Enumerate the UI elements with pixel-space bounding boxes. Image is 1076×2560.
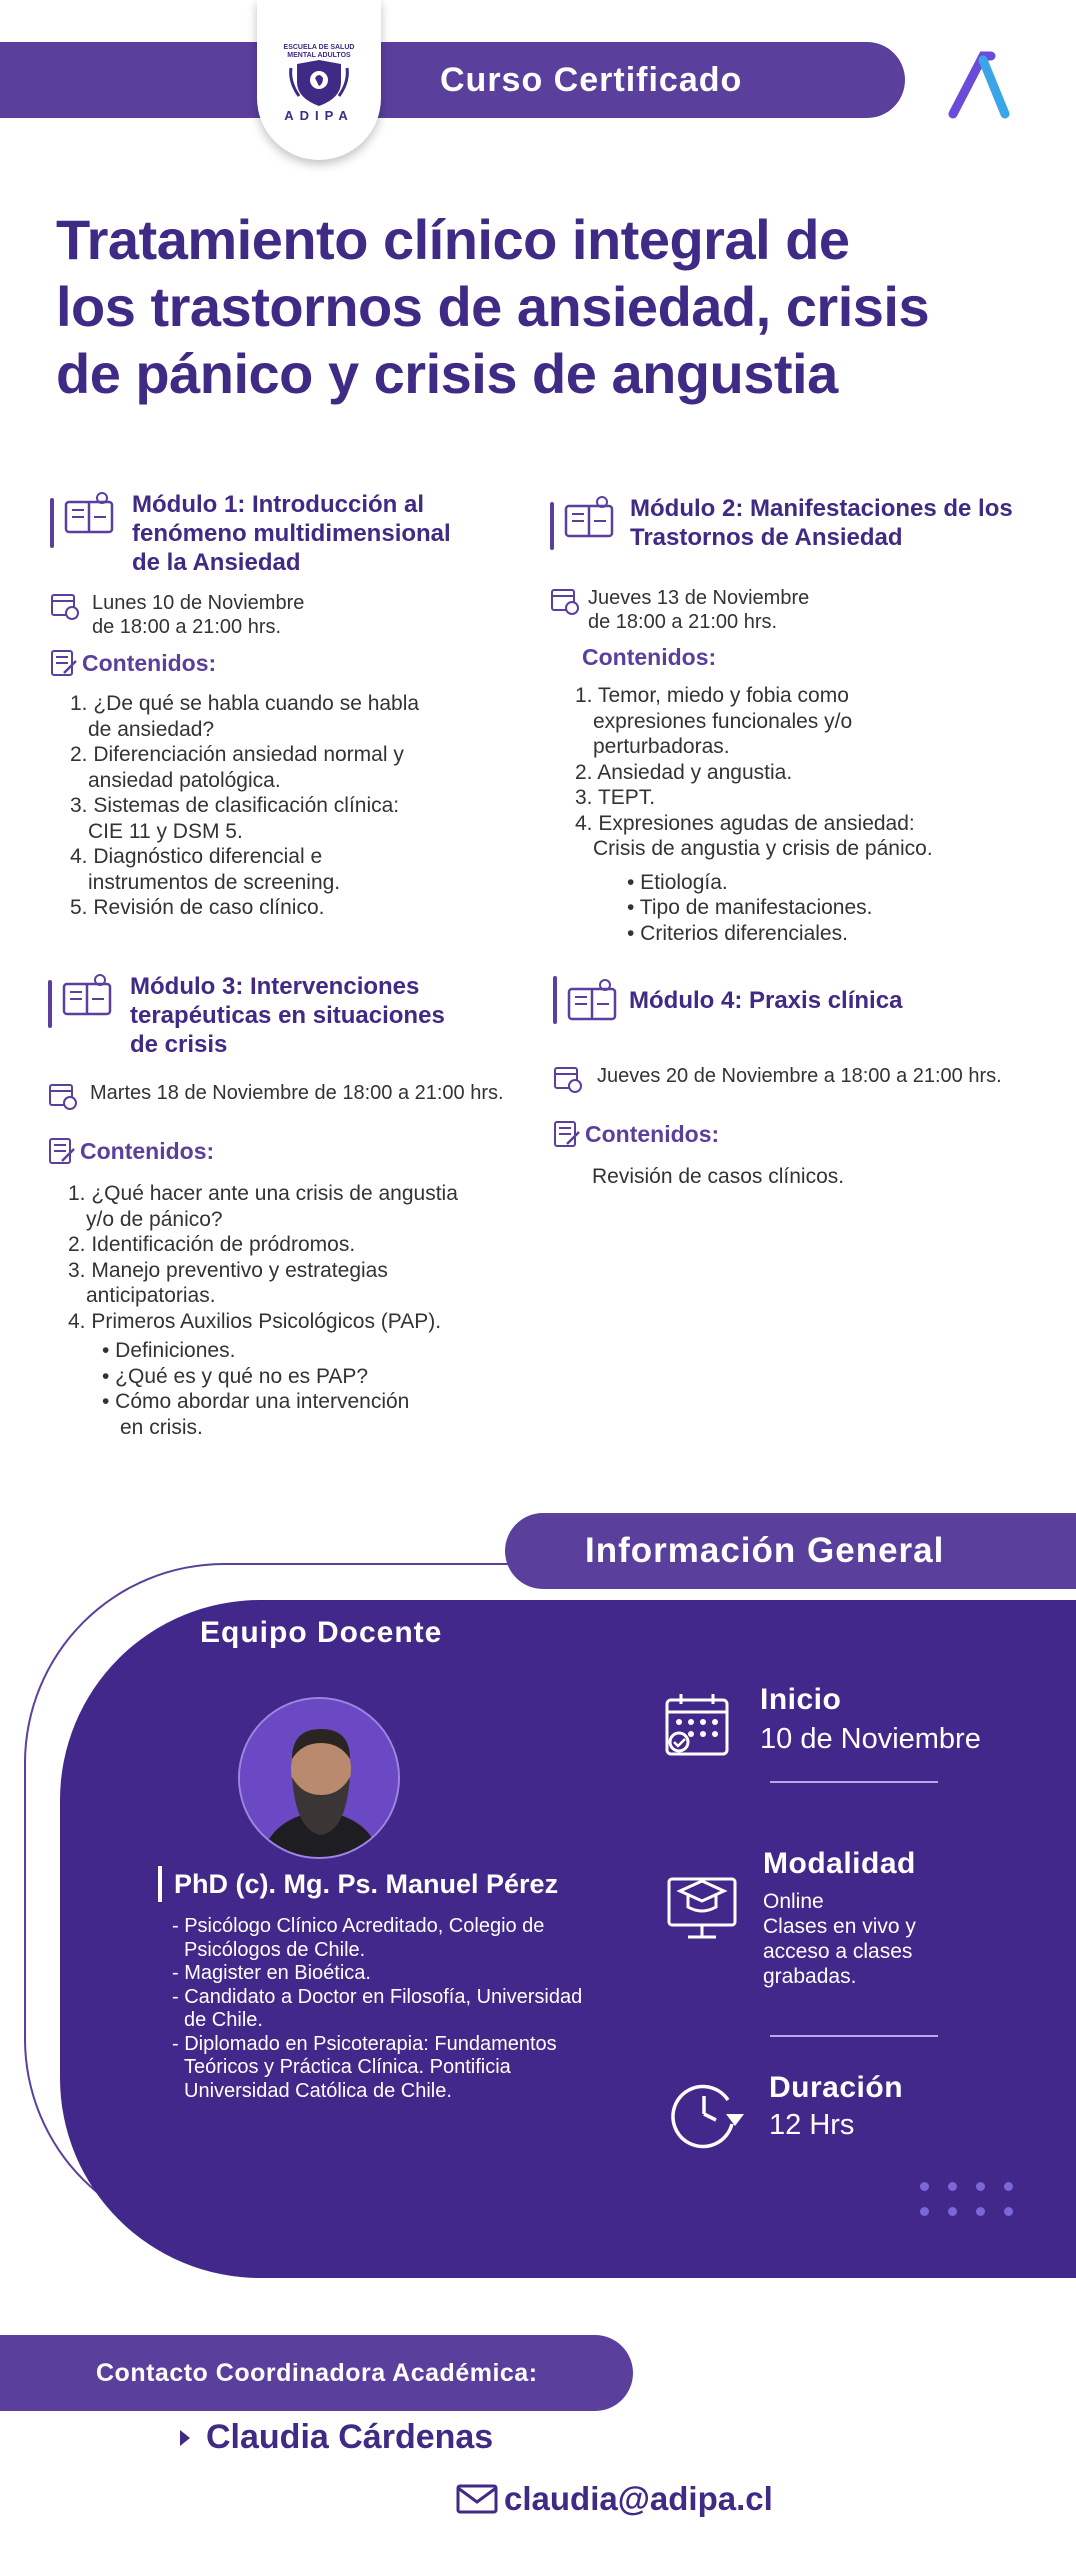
contents-list: 1. Temor, miedo y fobia como expresiones funcionales y/o perturbadoras. 2. Ansiedad y angustia. 3. TEPT. 4. Expresiones agudas de ansiedad: Crisis de angustia y crisis de pánico. • Etiología. • Tipo de manifestaciones. • Criterios diferenciales. bbox=[575, 684, 933, 945]
divider bbox=[770, 2035, 938, 2037]
team-heading: Equipo Docente bbox=[200, 1616, 443, 1649]
module-3 bbox=[48, 972, 548, 1440]
shield-icon bbox=[289, 60, 349, 106]
module-title: Módulo 3: Intervenciones terapéuticas en situaciones de crisis bbox=[130, 973, 445, 1058]
module-title: Módulo 2: Manifestaciones de los Trastornos de Ansiedad bbox=[630, 495, 1013, 551]
caret-right-icon bbox=[178, 2428, 192, 2448]
page-title: Tratamiento clínico integral de los trastornos de ansiedad, crisis de pánico y crisis de angustia bbox=[56, 208, 930, 405]
contents-heading: Contenidos: bbox=[48, 1137, 548, 1165]
brand-a-icon bbox=[945, 50, 1015, 120]
module-title: Módulo 1: Introducción al fenómeno multidimensional de la Ansiedad bbox=[132, 491, 451, 576]
info-general-tab: Información General bbox=[505, 1513, 1076, 1589]
contents-list: Revisión de casos clínicos. bbox=[592, 1165, 845, 1188]
decorative-dots bbox=[920, 2182, 1014, 2216]
clock-icon bbox=[670, 2080, 746, 2150]
calendar-clock-icon bbox=[50, 591, 80, 621]
modality-info: Modalidad Online Clases en vivo y acceso a clases grabadas. bbox=[763, 1847, 916, 1988]
notes-icon bbox=[553, 1120, 581, 1148]
logo-school-text: ESCUELA DE SALUD MENTAL ADULTOS bbox=[283, 44, 355, 59]
divider bbox=[770, 1781, 938, 1783]
teacher-bio: - Psicólogo Clínico Acreditado, Colegio de Psicólogos de Chile. - Magister en Bioética. - Candidato a Doctor en Filosofía, Universidad de Chile. - Diplomado en Psicoterapia: Fundamentos Teóricos y Práctica Clínica. Pontificia Universidad Católica de Chile. bbox=[172, 1915, 583, 2102]
teacher-name: PhD (c). Mg. Ps. Manuel Pérez bbox=[158, 1866, 558, 1902]
notes-icon bbox=[50, 649, 78, 677]
calendar-clock-icon bbox=[553, 1064, 583, 1094]
contact-banner: Contacto Coordinadora Académica: bbox=[0, 2335, 633, 2411]
contents-list: 1. ¿De qué se habla cuando se habla de ansiedad? 2. Diferenciación ansiedad normal y ansiedad patológica. 3. Sistemas de clasificación clínica: CIE 11 y DSM 5. 4. Diagnóstico diferencial e instrumentos de screening. 5. Revisión de caso clínico. bbox=[70, 692, 420, 919]
module-date: Jueves 20 de Noviembre a 18:00 a 21:00 hrs. bbox=[553, 1064, 1063, 1094]
envelope-icon bbox=[456, 2484, 498, 2514]
module-date: Martes 18 de Noviembre de 18:00 a 21:00 hrs. bbox=[48, 1081, 548, 1111]
course-badge-label: Curso Certificado bbox=[440, 61, 743, 99]
module-4 bbox=[553, 976, 1063, 1190]
contact-email[interactable]: claudia@adipa.cl bbox=[456, 2480, 773, 2518]
contact-name: Claudia Cárdenas bbox=[178, 2418, 493, 2457]
module-title: Módulo 4: Praxis clínica bbox=[629, 986, 903, 1014]
logo-acronym: ADIPA bbox=[284, 108, 354, 123]
contents-heading: Contenidos: bbox=[582, 644, 717, 670]
module-1 bbox=[50, 490, 520, 921]
contents-heading: Contenidos: bbox=[553, 1120, 1063, 1148]
duration-info: Duración 12 Hrs bbox=[769, 2071, 904, 2141]
module-date: Jueves 13 de Noviembre de 18:00 a 21:00 hrs. bbox=[550, 586, 1070, 634]
contents-list: 1. ¿Qué hacer ante una crisis de angustia y/o de pánico? 2. Identificación de pródromos. 3. Manejo preventivo y estrategias anticipatorias. 4. Primeros Auxilios Psicológicos (PAP). • Definiciones. • ¿Qué es y qué no es PAP? • Cómo abordar una intervención en crisis. bbox=[68, 1182, 458, 1439]
book-icon bbox=[567, 977, 617, 1023]
calendar-clock-icon bbox=[550, 586, 580, 616]
notes-icon bbox=[48, 1137, 76, 1165]
adipa-logo bbox=[257, 0, 381, 160]
book-icon bbox=[564, 494, 614, 540]
book-icon bbox=[64, 490, 114, 536]
calendar-icon bbox=[663, 1690, 733, 1760]
start-info: Inicio 10 de Noviembre bbox=[760, 1683, 981, 1755]
graduation-monitor-icon bbox=[666, 1865, 738, 1941]
module-date: Lunes 10 de Noviembre de 18:00 a 21:00 hrs. bbox=[50, 591, 520, 639]
module-2 bbox=[550, 494, 1070, 946]
teacher-photo bbox=[238, 1697, 400, 1859]
contents-heading: Contenidos: bbox=[50, 649, 520, 677]
book-icon bbox=[62, 972, 112, 1018]
calendar-clock-icon bbox=[48, 1081, 78, 1111]
avatar bbox=[240, 1699, 400, 1859]
